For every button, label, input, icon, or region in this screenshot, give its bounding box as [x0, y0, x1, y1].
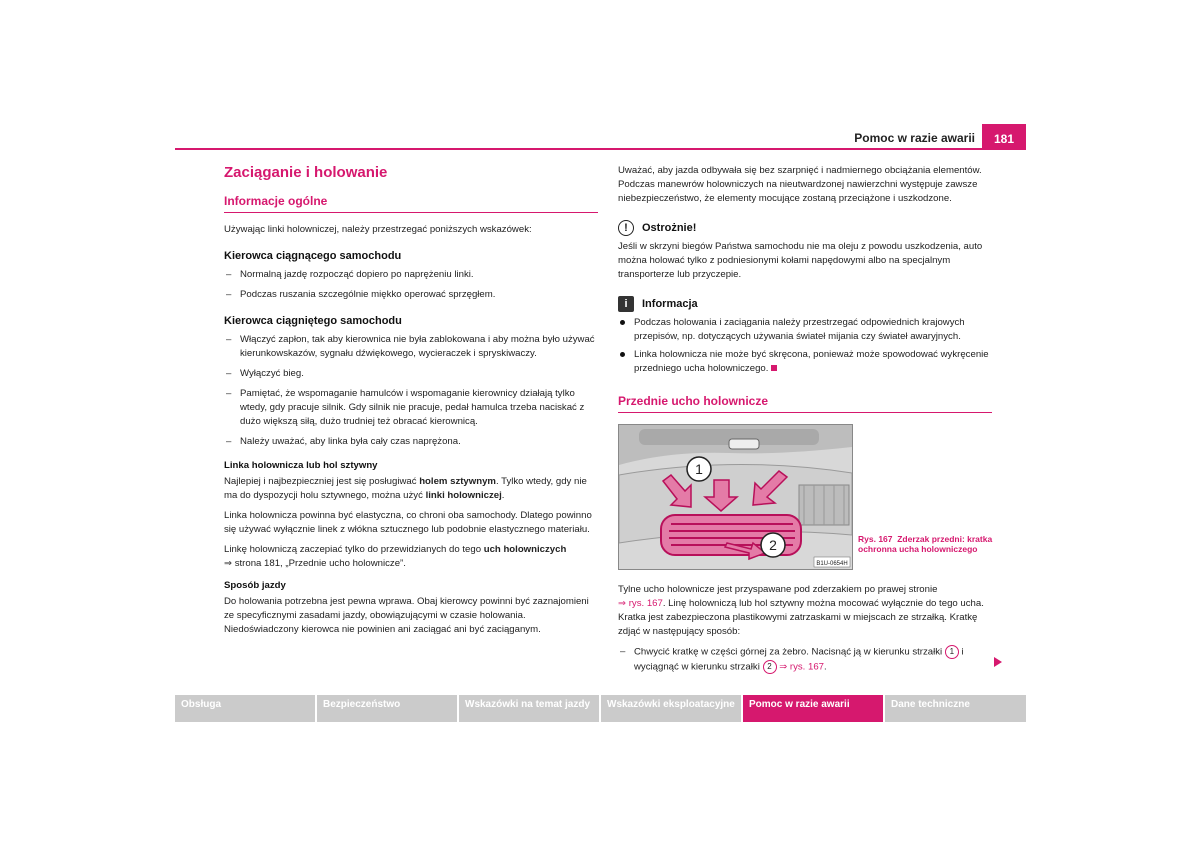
figure-marker-1: 1 [695, 461, 703, 477]
list-item: – Należy uważać, aby linka była cały czas naprężona. [224, 435, 598, 449]
list-item: – Podczas ruszania szczególnie miękko operować sprzęgłem. [224, 288, 598, 302]
rope-paragraph-3: Linkę holowniczą zaczepiać tylko do przewidzianych do tego uch holowniczych ⇒ strona 181, „Przednie ucho holownicze”. [224, 544, 567, 569]
caution-header [618, 220, 992, 236]
page-number: 181 [982, 124, 1026, 149]
section-end-icon [771, 365, 777, 371]
caution-text: Jeśli w skrzyni biegów Państwa samochodu nie ma oleju z powodu uszkodzenia, auto można holować tylko z podniesionymi kołami napędowymi albo na specjalnym transporterze lub przyczepie. [618, 241, 983, 280]
step-item: – Chwycić kratkę w części górnej za żebro. Nacisnąć ją w kierunku strzałki 1 i wyciągnąć w kierunku strzałki 2 ⇒ rys. 167. [618, 645, 992, 674]
info-bullet: Linka holownicza nie może być skręcona, ponieważ może spowodować wykręcenie przedniego ucha holowniczego. [618, 348, 992, 376]
right-column [618, 164, 992, 413]
section-heading-general: Informacje ogólne [224, 194, 328, 208]
bumper-figure [618, 424, 853, 570]
figure-marker-2: 2 [769, 537, 777, 553]
bumper-illustration [619, 425, 852, 569]
caution-title: Ostrożnie! [642, 222, 697, 234]
list-item: – Pamiętać, że wspomaganie hamulców i wspomaganie kierownicy działają tylko wtedy, gdy pracuje silnik. Gdy silnik nie pracuje, pedał hamulca trzeba naciskać z dużo większą siłą, dużo trudniej też obracać kierownicą. [224, 387, 598, 429]
rope-paragraph-1: Najlepiej i najbezpieczniej jest się posługiwać holem sztywnym. Tylko wtedy, gdy nie ma do dyspozycji holu sztywnego, można użyć linki holowniczej. [224, 476, 587, 501]
driving-heading: Sposób jazdy [224, 580, 286, 591]
footer-tab-driving-tips[interactable]: Wskazówki na temat jazdy [459, 695, 599, 722]
towing-driver-heading: Kierowca ciągnącego samochodu [224, 250, 402, 262]
running-header-title: Pomoc w razie awarii [854, 131, 975, 145]
next-page-arrow-icon[interactable] [994, 657, 1002, 667]
footer-tab-breakdown-help[interactable]: Pomoc w razie awarii [743, 695, 883, 722]
info-title: Informacja [642, 298, 698, 310]
intro-text: Używając linki holowniczej, należy przestrzegać poniższych wskazówek: [224, 224, 532, 235]
section-rule [618, 412, 992, 413]
figure-code: B1U-0654H [816, 561, 848, 567]
left-column [224, 166, 598, 643]
figure-reference-link[interactable]: ⇒ rys. 167 [779, 661, 825, 673]
footer-tab-maintenance[interactable]: Wskazówki eksploatacyjne [601, 695, 741, 722]
info-header [618, 296, 992, 312]
rope-heading: Linka holownicza lub hol sztywny [224, 460, 378, 471]
step-circle-1: 1 [945, 645, 959, 659]
towed-driver-heading: Kierowca ciągniętego samochodu [224, 315, 402, 327]
list-item: – Normalną jazdę rozpocząć dopiero po naprężeniu linki. [224, 268, 598, 282]
figure-caption: Rys. 167 Zderzak przedni: kratka ochronna ucha holowniczego [858, 534, 993, 554]
footer-tab-operation[interactable]: Obsługa [175, 695, 315, 722]
page-title: Zaciąganie i holowanie [224, 164, 388, 181]
info-icon: i [618, 296, 634, 312]
rope-paragraph-2: Linka holownicza powinna być elastyczna, co chroni oba samochody. Dlatego powinno się używać wyłącznie linek z włókna sztucznego lub podobnie elastycznego materiału. [224, 510, 592, 535]
figure-reference-link[interactable]: ⇒ rys. 167 [618, 598, 663, 609]
info-bullet: Podczas holowania i zaciągania należy przestrzegać odpowiednich krajowych przepisów, np. dotyczących używania świateł mijania czy świateł awaryjnych. [618, 316, 992, 344]
right-intro-text: Uważać, aby jazda odbywała się bez szarpnięć i nadmiernego obciążania elementów. Podczas manewrów holowniczych na nieutwardzonej nawierzchni występuje zawsze niebezpieczeństwo, że elementy mocujące zostaną przeciążone i uszkodzone. [618, 165, 982, 204]
step-circle-2: 2 [763, 660, 777, 674]
right-column-lower [618, 583, 992, 680]
footer-tab-safety[interactable]: Bezpieczeństwo [317, 695, 457, 722]
page-reference-link[interactable]: ⇒ strona 181, „Przednie ucho holownicze”. [224, 558, 406, 569]
driving-paragraph: Do holowania potrzebna jest pewna wprawa. Obaj kierowcy powinni być zaznajomieni ze specyficznymi zasadami jazdy, obowiązującymi w czasie holowania. Niedoświadczony kierowca nie powinien ani zaciągać ani być zaciąganym. [224, 596, 589, 635]
header-rule [175, 148, 1026, 150]
list-item: – Włączyć zapłon, tak aby kierownica nie była zablokowana i aby można było używać kierunkowskazów, sygnału dźwiękowego, wycieraczek i spryskiwaczy. [224, 333, 598, 361]
section-heading-front-eye: Przednie ucho holownicze [618, 394, 769, 408]
warning-icon: ! [618, 220, 634, 236]
list-item: – Wyłączyć bieg. [224, 367, 598, 381]
front-eye-paragraph: Tylne ucho holownicze jest przyspawane pod zderzakiem po prawej stronie ⇒ rys. 167. Linę holowniczą lub hol sztywny można mocować wyłącznie do tego ucha. Kratka jest zabezpieczona plastikowymi zatrzaskami w miejscach ze strzałką. Kratkę zdjąć w następujący sposób: [618, 584, 984, 637]
footer-tab-technical-data[interactable]: Dane techniczne [885, 695, 1026, 722]
